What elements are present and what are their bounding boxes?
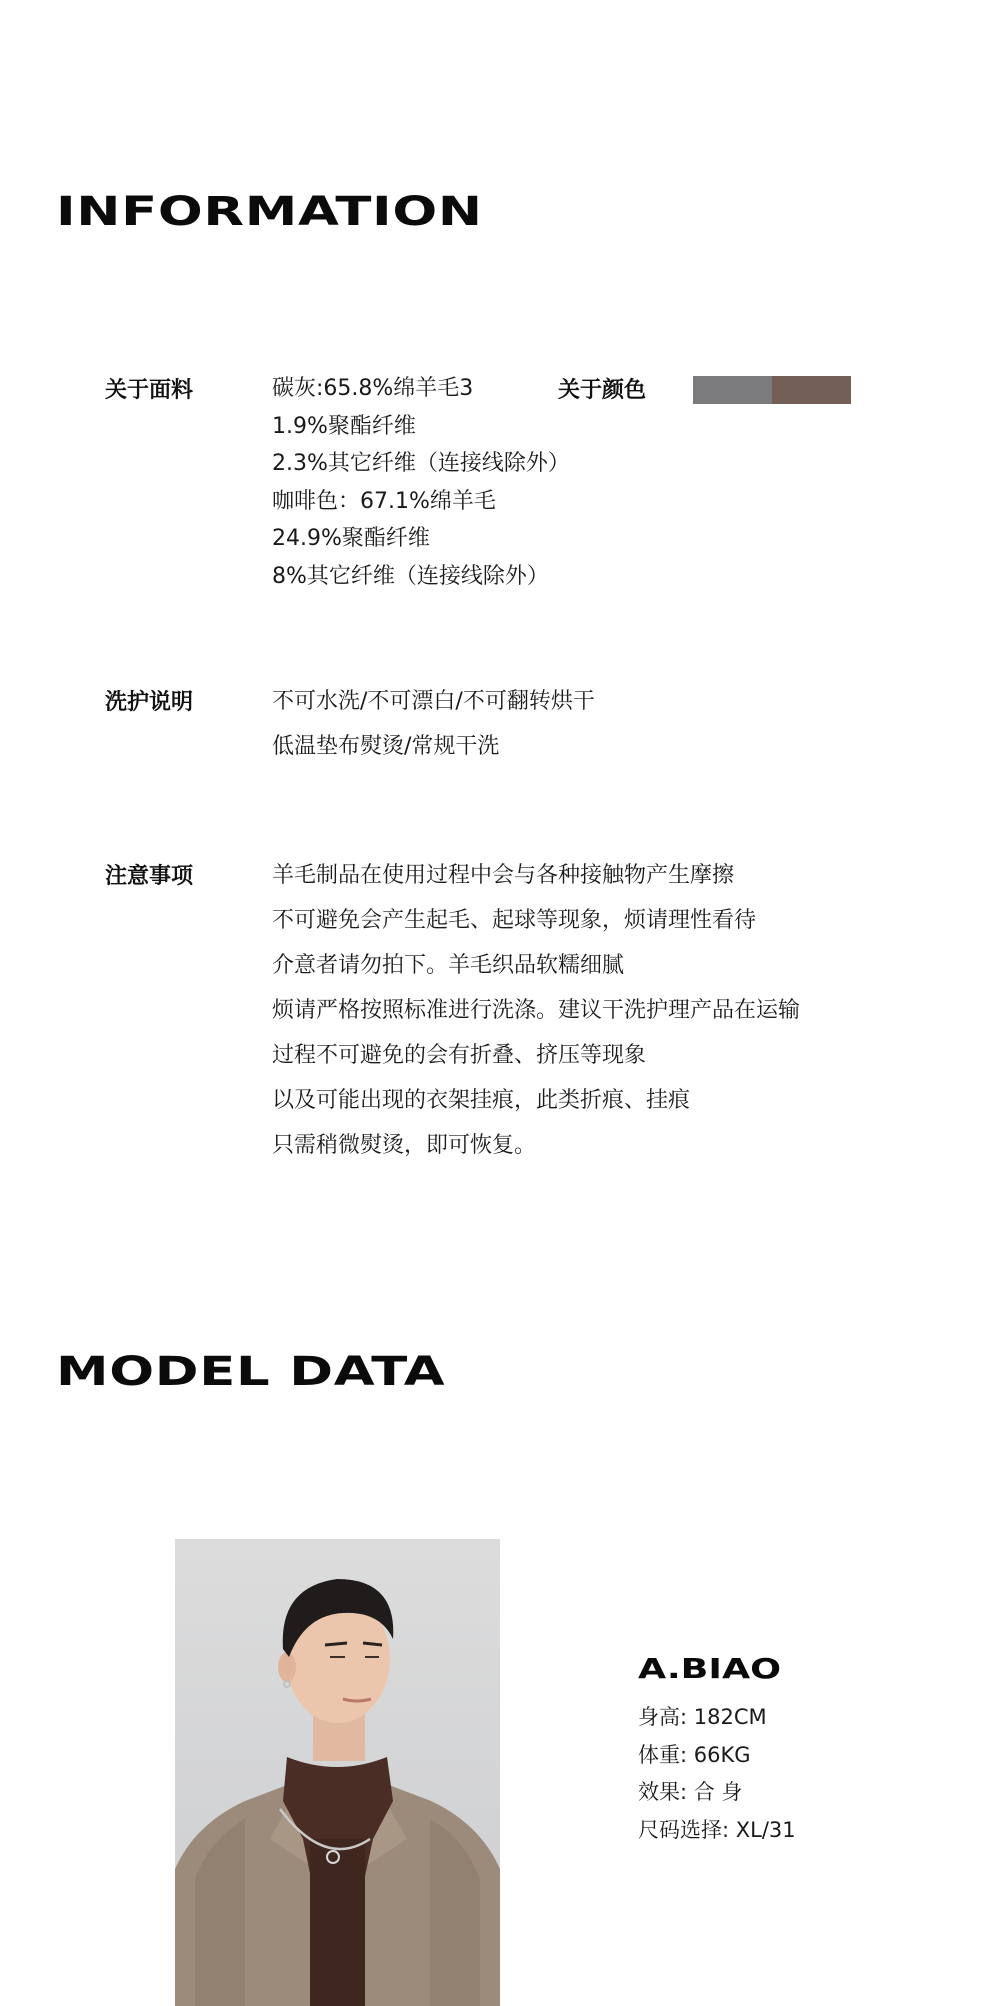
model-name: A.BIAO — [638, 1652, 782, 1685]
notes-label: 注意事项 — [105, 864, 194, 889]
fabric-line: 1.9%聚酯纤维 — [272, 413, 416, 439]
color-swatches — [693, 376, 851, 404]
fabric-line: 咖啡色：67.1%绵羊毛 — [272, 488, 496, 514]
care-line: 不可水洗/不可漂白/不可翻转烘干 — [272, 689, 595, 714]
fabric-line: 碳灰:65.8%绵羊毛3 — [272, 376, 474, 401]
model-data-heading: MODEL DATA — [56, 1349, 446, 1395]
fabric-line: 2.3%其它纤维（连接线除外） — [272, 451, 570, 476]
model-height: 身高: 182CM — [638, 1705, 767, 1729]
information-heading: INFORMATION — [56, 189, 483, 235]
color-label: 关于颜色 — [558, 378, 647, 403]
model-weight: 体重: 66KG — [638, 1742, 751, 1767]
model-info — [638, 1652, 796, 1857]
fabric-label: 关于面料 — [105, 378, 194, 403]
model-size: 尺码选择: XL/31 — [638, 1817, 796, 1842]
notes-line: 介意者请勿拍下。羊毛织品软糯细腻 — [272, 953, 625, 978]
notes-line: 羊毛制品在使用过程中会与各种接触物产生摩擦 — [272, 863, 735, 888]
notes-line: 以及可能出现的衣架挂痕，此类折痕、挂痕 — [272, 1088, 691, 1113]
model-illustration — [175, 1539, 500, 2006]
model-fit: 效果: 合 身 — [638, 1780, 743, 1804]
fabric-line: 24.9%聚酯纤维 — [272, 526, 430, 551]
notes-line: 不可避免会产生起毛、起球等现象，烦请理性看待 — [272, 908, 757, 933]
model-photo — [175, 1539, 500, 2006]
color-swatch-coffee — [772, 376, 851, 404]
notes-line: 只需稍微熨烫，即可恢复。 — [272, 1133, 537, 1158]
notes-line: 过程不可避免的会有折叠、挤压等现象 — [272, 1043, 647, 1068]
notes-line: 烦请严格按照标准进行洗涤。建议干洗护理产品在运输 — [272, 998, 801, 1023]
care-instructions — [272, 691, 912, 781]
care-label: 洗护说明 — [105, 690, 194, 715]
notes-text — [272, 865, 912, 1180]
care-line: 低温垫布熨烫/常规干洗 — [272, 734, 500, 759]
fabric-line: 8%其它纤维（连接线除外） — [272, 563, 549, 589]
fabric-details — [272, 378, 912, 603]
color-swatch-charcoal — [693, 376, 772, 404]
